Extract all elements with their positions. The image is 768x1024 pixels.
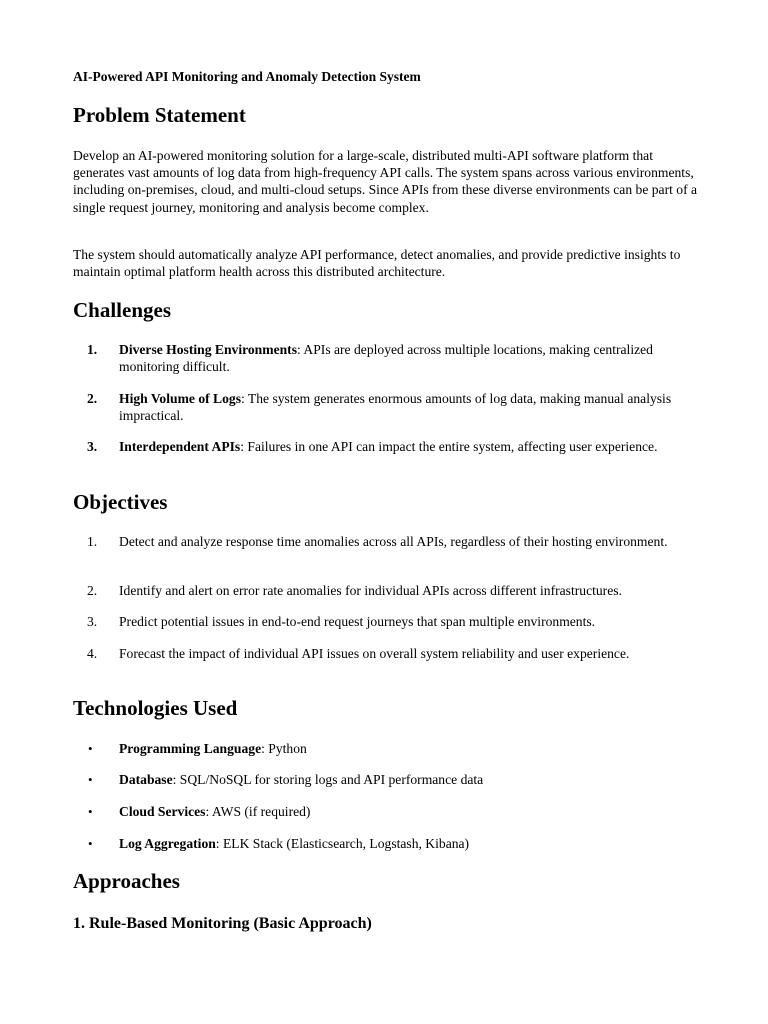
objectives-heading: Objectives — [73, 490, 168, 514]
challenges-heading: Challenges — [73, 298, 172, 322]
bullet-icon: • — [88, 804, 93, 819]
challenge-text — [119, 438, 698, 455]
objective-text: Predict potential issues in end-to-end request journeys that span multiple environments. — [119, 614, 596, 629]
objective-item — [73, 533, 698, 550]
technology-term: Database — [119, 772, 173, 787]
bullet-icon: • — [88, 836, 93, 851]
technology-item — [73, 803, 698, 820]
list-number: 2. — [87, 391, 98, 406]
challenge-term: Diverse Hosting Environments — [119, 342, 297, 357]
challenge-term: High Volume of Logs — [119, 391, 241, 406]
list-number: 3. — [87, 439, 98, 454]
document-title: AI-Powered API Monitoring and Anomaly Detection System — [73, 69, 421, 84]
challenge-description: : Failures in one API can impact the entire system, affecting user experience. — [240, 439, 658, 454]
approach-subheading: 1. Rule-Based Monitoring (Basic Approach) — [73, 915, 372, 932]
objective-item — [73, 613, 698, 630]
technology-description: : Python — [261, 741, 307, 756]
list-number: 4. — [87, 646, 98, 661]
list-number: 1. — [87, 534, 98, 549]
technology-item — [73, 835, 698, 852]
objective-text: Forecast the impact of individual API issues on overall system reliability and user experience. — [119, 646, 630, 661]
challenge-text — [119, 390, 698, 424]
bullet-icon: • — [88, 772, 93, 787]
technology-text — [119, 740, 698, 757]
challenge-item — [73, 390, 698, 424]
technology-term: Programming Language — [119, 741, 262, 756]
objective-item — [73, 645, 698, 662]
challenge-description: : APIs are deployed across multiple locations, making centralized monitoring difficult. — [119, 342, 653, 375]
challenge-text — [119, 341, 698, 375]
challenge-item — [73, 438, 698, 455]
objective-text: Identify and alert on error rate anomalies for individual APIs across different infrastructures. — [119, 583, 622, 598]
list-number: 1. — [87, 342, 98, 357]
technology-item — [73, 740, 698, 757]
challenge-item — [73, 341, 698, 375]
problem-paragraph-2: The system should automatically analyze API performance, detect anomalies, and provide predictive insights to maintain optimal platform health across this distributed architecture. — [73, 247, 681, 280]
technology-term: Cloud Services — [119, 804, 206, 819]
list-number: 2. — [87, 583, 98, 598]
technology-description: : ELK Stack (Elasticsearch, Logstash, Kibana) — [215, 836, 470, 851]
technology-item — [73, 771, 698, 788]
problem-paragraph-1: Develop an AI-powered monitoring solution for a large-scale, distributed multi-API software platform that generates vast amounts of log data from high-frequency API calls. The system spans across various environments, including on-premises, cloud, and multi-cloud setups. Since APIs from these diverse environments can be part of a single request journey, monitoring and analysis become complex. — [73, 148, 698, 215]
objective-text: Detect and analyze response time anomalies across all APIs, regardless of their hosting environment. — [119, 534, 668, 549]
bullet-icon: • — [88, 741, 93, 756]
technology-text — [119, 803, 698, 820]
challenge-term: Interdependent APIs — [119, 439, 241, 454]
objective-item — [73, 582, 698, 599]
technology-description: : AWS (if required) — [205, 804, 311, 819]
approaches-heading: Approaches — [73, 869, 180, 893]
list-number: 3. — [87, 614, 98, 629]
technology-description: : SQL/NoSQL for storing logs and API performance data — [172, 772, 484, 787]
challenge-description: : The system generates enormous amounts of log data, making manual analysis impractical. — [119, 391, 672, 424]
technology-text — [119, 771, 698, 788]
technologies-heading: Technologies Used — [73, 696, 238, 720]
technology-term: Log Aggregation — [119, 836, 216, 851]
technology-text — [119, 835, 698, 852]
problem-statement-heading: Problem Statement — [73, 103, 246, 127]
